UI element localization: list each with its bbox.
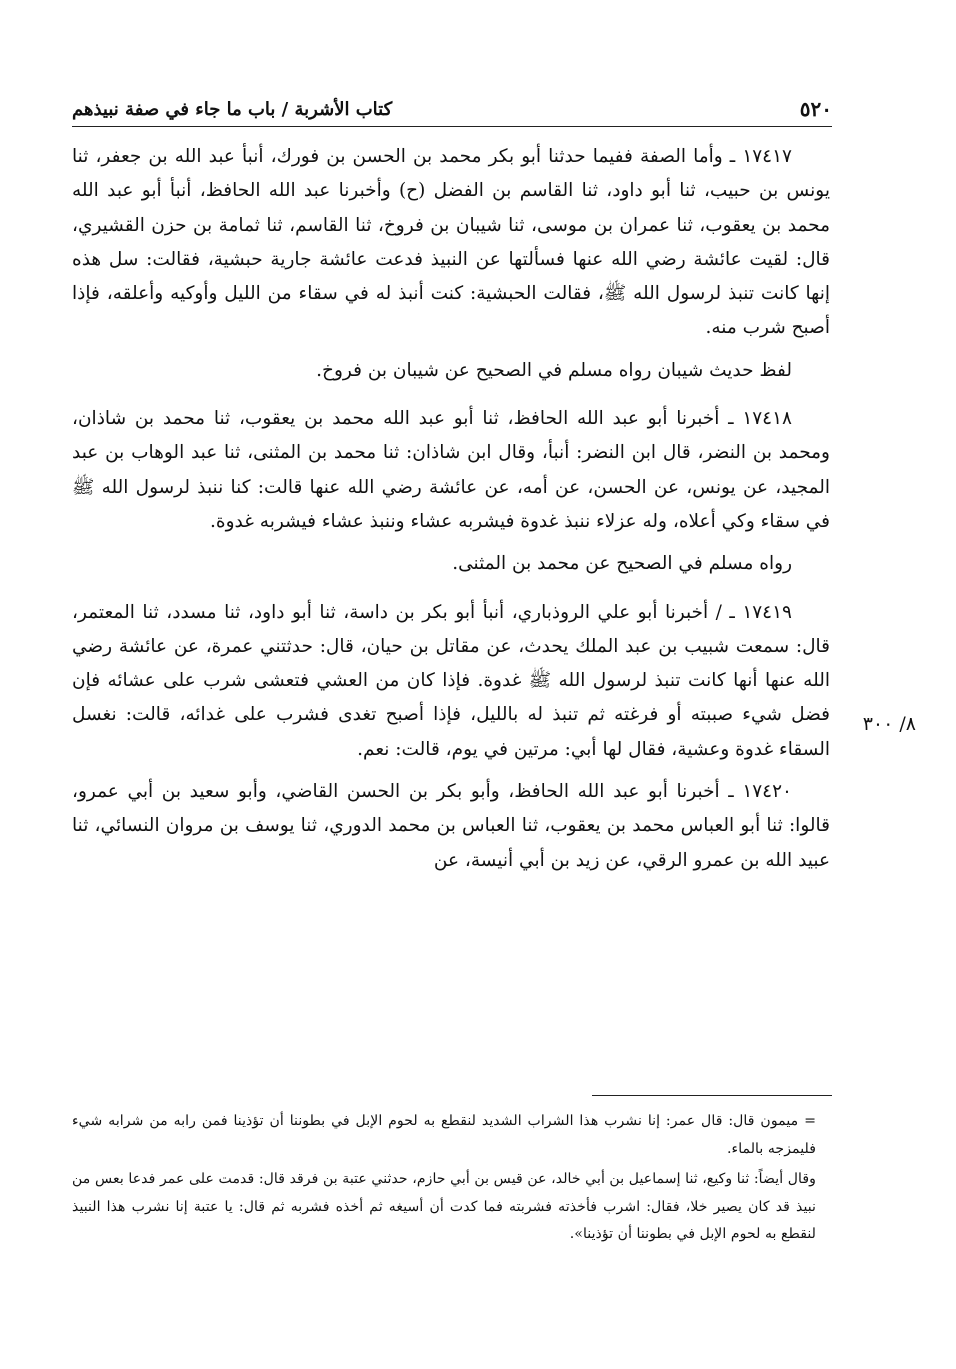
footnotes <box>72 1108 816 1252</box>
footnote: = ميمون قال: قال عمر: إنا نشرب هذا الشراب الشديد لنقطع به لحوم الإبل في بطوننا أن تؤذينا فمن رابه من شرابه شيء فليمزجه بالماء. <box>72 1113 816 1157</box>
hadith-paragraph: ١٧٤١٧ ـ وأما الصفة ففيما حدثنا أبو بكر محمد بن الحسن بن فورك، أنبأ عبد الله بن جعفر، ثنا يونس بن حبيب، ثنا أبو داود، ثنا القاسم بن الفضل (ح) وأخبرنا عبد الله الحافظ، أنبأ أبو عبد الله محمد بن يعقوب، ثنا عمران بن موسى، ثنا شيبان بن فروخ، ثنا القاسم، ثنا ثمامة بن حزن القشيري، قال: لقيت عائشة رضي الله عنها فسألتها عن النبيذ فدعت عائشة جارية حبشية، فقالت: سل هذه إنها كانت تنبذ لرسول الله ﷺ، فقالت الحبشية: كنت أنبذ له في سقاء من الليل وأوكيه وأعلقه، فإذا أصبح شرب منه. <box>72 146 830 339</box>
main-text <box>72 140 830 886</box>
running-title: كتاب الأشربة / باب ما جاء في صفة نبيذهم <box>72 98 393 120</box>
hadith-paragraph: ١٧٤١٨ ـ أخبرنا أبو عبد الله الحافظ، ثنا أبو عبد الله محمد بن يعقوب، ثنا محمد بن شاذان، ومحمد بن النضر، قال ابن النضر: أنبأ، وقال ابن شاذان: ثنا محمد بن المثنى، ثنا عبد الوهاب بن عبد المجيد، عن يونس، عن الحسن، عن أمه، عن عائشة رضي الله عنها قالت: كنا ننبذ لرسول الله ﷺ في سقاء وكي أعلاه، وله عزلاء ننبذ غدوة فيشربه عشاء وننبذ عشاء فيشربه غدوة. <box>72 408 830 532</box>
footnote-divider <box>592 1095 832 1096</box>
footnote: وقال أيضاً: ثنا وكيع، ثنا إسماعيل بن أبي خالد، عن قيس بن أبي حازم، حدثني عتبة بن فرقد قال: قدمت على عمر فدعا بعس من نبيذ قد كان يصير خلا، فقال: اشرب فأخذته فشربته فما كدت أن أسيغه ثم أخذه فشربه ثم قال: يا عتبة إنا نشرب هذا النبيذ لنقطع به لحوم الإبل في بطوننا أن تؤذينا». <box>72 1171 816 1242</box>
hadith-paragraph: ١٧٤٢٠ ـ أخبرنا أبو عبد الله الحافظ، وأبو بكر بن الحسن القاضي، وأبو سعيد بن أبي عمرو، قالوا: ثنا أبو العباس محمد بن يعقوب، ثنا العباس بن محمد الدوري، ثنا يوسف بن مروان النسائي، ثنا عبيد الله بن عمرو الرقي، عن زيد بن أبي أنيسة، عن <box>72 781 830 871</box>
hadith-paragraph: ١٧٤١٩ ـ / أخبرنا أبو علي الروذباري، أنبأ أبو بكر بن داسة، ثنا أبو داود، ثنا مسدد، ثنا المعتمر، قال: سمعت شبيب بن عبد الملك يحدث، عن مقاتل بن حيان، قال: حدثتني عمرة، عن عائشة رضي الله عنها أنها كانت تنبذ لرسول الله ﷺ غدوة. فإذا كان من العشي فتعشى شرب على عشائه فإن فضل شيء صببته أو فرغته ثم تنبذ له بالليل، فإذا أصبح تغدى فشرب على غدائه، قالت: نغسل السقاء غدوة وعشية، فقال لها أبي: مرتين في يوم، قالت: نعم. <box>72 601 830 760</box>
margin-reference: ٨/ ٣٠٠ <box>862 713 916 735</box>
source-note: رواه مسلم في الصحيح عن محمد بن المثنى. <box>452 553 792 575</box>
page-header <box>72 92 832 127</box>
page-number: ٥٢٠ <box>799 97 832 121</box>
source-note: لفظ حديث شيبان رواه مسلم في الصحيح عن شيبان بن فروخ. <box>316 359 792 381</box>
